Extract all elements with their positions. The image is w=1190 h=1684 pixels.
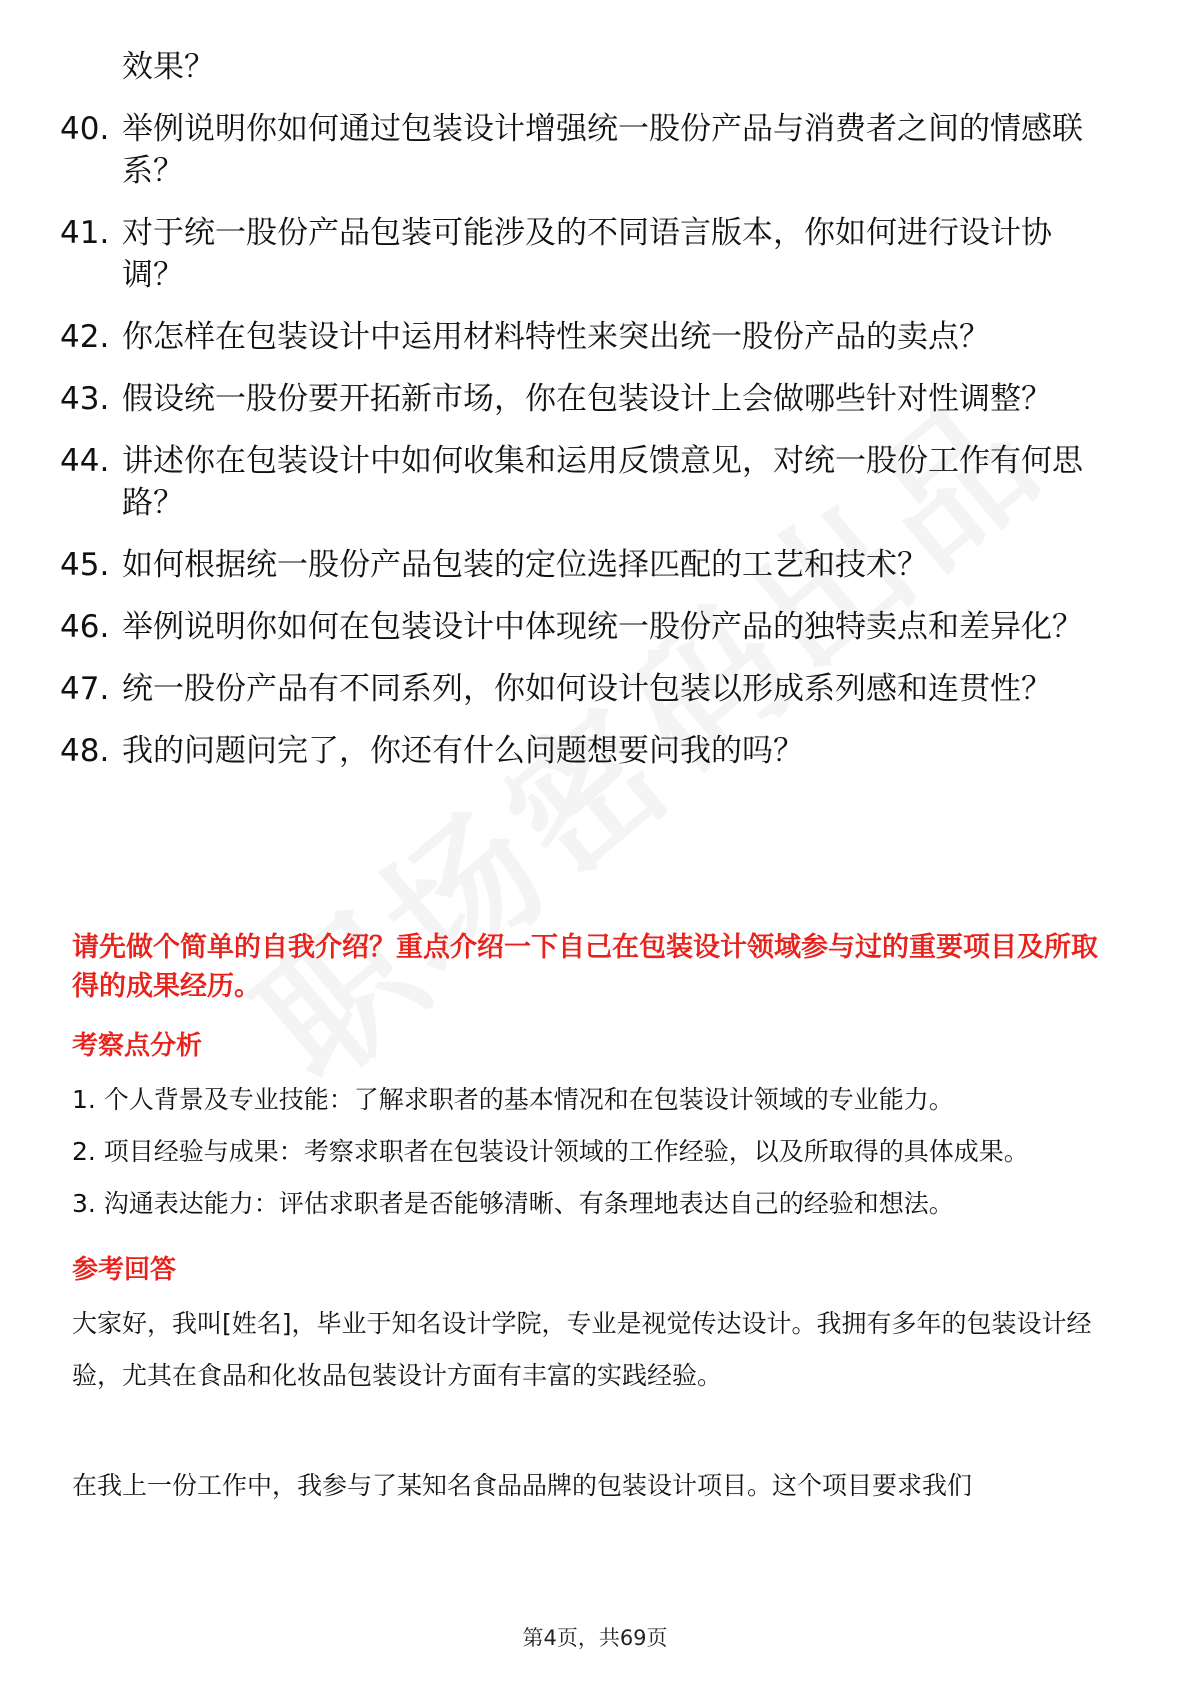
question-number: 46. (60, 609, 110, 645)
question-item (60, 730, 1110, 772)
page-footer: 第4页，共69页 (522, 1626, 668, 1650)
question-list (60, 46, 1110, 792)
question-number: 41. (60, 215, 110, 251)
question-text: 你怎样在包装设计中运用材料特性来突出统一股份产品的卖点？ (122, 319, 990, 355)
question-text: 假设统一股份要开拓新市场，你在包装设计上会做哪些针对性调整？ (122, 381, 1052, 417)
question-number: 43. (60, 381, 110, 417)
question-text: 举例说明你如何通过包装设计增强统一股份产品与消费者之间的情感联系？ (122, 111, 1083, 189)
question-number: 42. (60, 319, 110, 355)
question-text: 讲述你在包装设计中如何收集和运用反馈意见，对统一股份工作有何思路？ (122, 443, 1083, 521)
question-number: 44. (60, 443, 110, 479)
question-item (60, 316, 1110, 358)
answer-title: 参考回答 (72, 1255, 177, 1285)
question-number: 40. (60, 111, 110, 147)
question-item (60, 544, 1110, 586)
question-item (60, 212, 1110, 296)
analysis-item: 1. 个人背景及专业技能：了解求职者的基本情况和在包装设计领域的专业能力。 (72, 1085, 954, 1114)
question-text: 对于统一股份产品包装可能涉及的不同语言版本，你如何进行设计协调？ (122, 215, 1052, 293)
analysis-item: 3. 沟通表达能力：评估求职者是否能够清晰、有条理地表达自己的经验和想法。 (72, 1189, 954, 1218)
question-number: 47. (60, 671, 110, 707)
question-number: 48. (60, 733, 110, 769)
question-item (60, 606, 1110, 648)
question-item (60, 378, 1110, 420)
paragraph-spacer (72, 1402, 1122, 1460)
question-item (60, 668, 1110, 710)
answer-paragraph: 在我上一份工作中，我参与了某知名食品品牌的包装设计项目。这个项目要求我们 (72, 1471, 973, 1500)
question-text: 我的问题问完了，你还有什么问题想要问我的吗？ (122, 733, 804, 769)
analysis-item: 2. 项目经验与成果：考察求职者在包装设计领域的工作经验，以及所取得的具体成果。 (72, 1137, 1029, 1166)
question-item (60, 46, 1110, 88)
question-text: 如何根据统一股份产品包装的定位选择匹配的工艺和技术？ (122, 547, 928, 583)
question-text: 举例说明你如何在包装设计中体现统一股份产品的独特卖点和差异化？ (122, 609, 1083, 645)
question-item (60, 440, 1110, 524)
main-section (72, 928, 1122, 1512)
question-item (60, 108, 1110, 192)
question-number: 45. (60, 547, 110, 583)
question-text: 效果？ (122, 49, 215, 85)
analysis-title: 考察点分析 (72, 1031, 203, 1061)
question-text: 统一股份产品有不同系列，你如何设计包装以形成系列感和连贯性？ (122, 671, 1052, 707)
answer-paragraph: 大家好，我叫[姓名]，毕业于知名设计学院，专业是视觉传达设计。我拥有多年的包装设计经验，尤其在食品和化妆品包装设计方面有丰富的实践经验。 (72, 1309, 1092, 1390)
section-title: 请先做个简单的自我介绍？重点介绍一下自己在包装设计领域参与过的重要项目及所取得的成果经历。 (72, 932, 1098, 1002)
